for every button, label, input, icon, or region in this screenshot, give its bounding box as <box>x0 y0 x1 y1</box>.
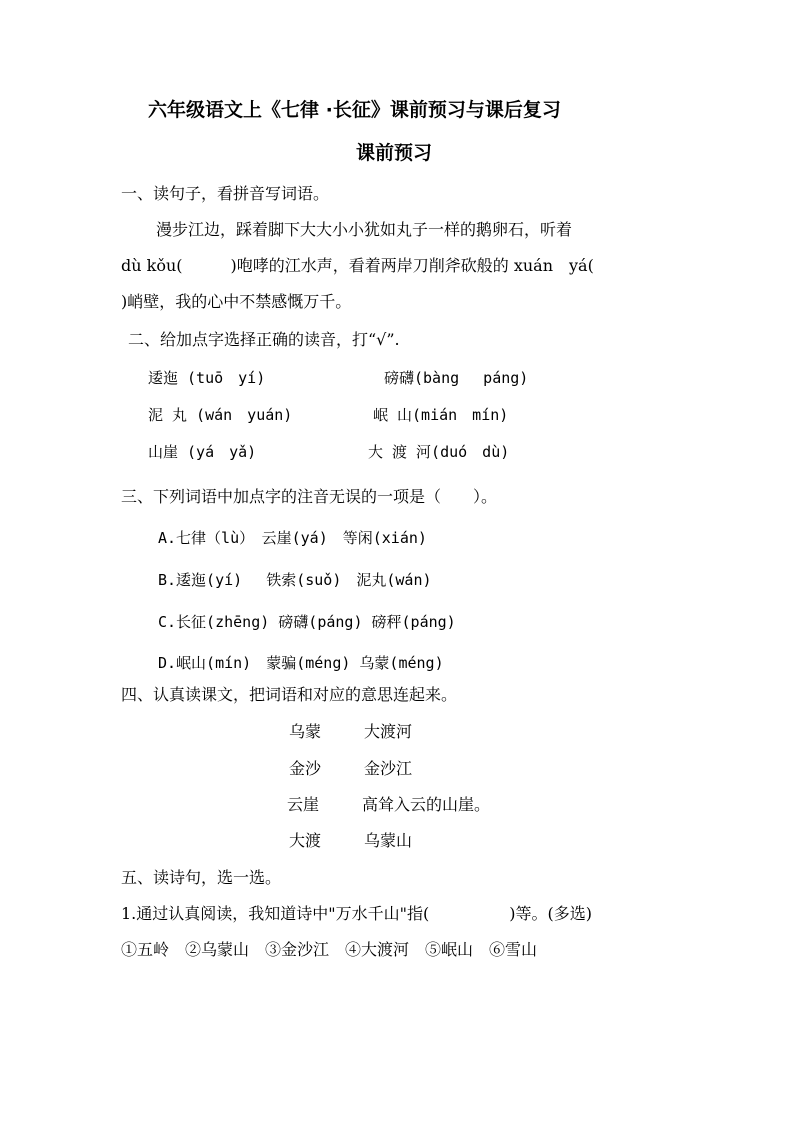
q1-sentence-line-3: )峭壁，我的心中不禁感慨万千。 <box>121 292 352 311</box>
q4-right-meaning: 乌蒙山 <box>364 831 413 850</box>
q4-left-word: 云崖 <box>287 795 320 814</box>
q4-right-meaning: 大渡河 <box>364 722 413 741</box>
page-title: 六年级语文上《七律 ·长征》课前预习与课后复习 <box>148 99 561 121</box>
q1-sentence-line-2: dù kǒu( )咆哮的江水声，看着两岸刀削斧砍般的 xuán yá( <box>121 256 594 275</box>
q3-option-b: B.逶迤(yí) 铁索(suǒ) 泥丸(wán) <box>158 571 432 589</box>
q4-heading: 四、认真读课文，把词语和对应的意思连起来。 <box>121 685 458 704</box>
q1-sentence-line-1: 漫步江边，踩着脚下大大小小犹如丸子一样的鹅卵石，听着 <box>156 220 573 239</box>
q1-heading: 一、读句子，看拼音写词语。 <box>121 184 330 203</box>
q5-heading: 五、读诗句，选一选。 <box>121 868 282 887</box>
q4-left-word: 乌蒙 <box>289 722 322 741</box>
q5-item-1: 1.通过认真阅读，我知道诗中"万水千山"指( )等。(多选) <box>121 904 592 923</box>
q2-item-1: 逶迤 (tuō yí) <box>148 369 266 387</box>
q4-right-meaning: 高耸入云的山崖。 <box>362 795 491 814</box>
q4-left-word: 金沙 <box>289 759 322 778</box>
q3-option-c: C.长征(zhēng) 磅礴(páng) 磅秤(páng) <box>158 613 456 631</box>
q2-item-3: 泥 丸 (wán yuán) <box>148 406 293 424</box>
q2-item-4: 岷 山(mián mín) <box>373 406 509 424</box>
q2-item-5: 山崖 (yá yǎ) <box>148 443 257 461</box>
q5-options: ①五岭 ②乌蒙山 ③金沙江 ④大渡河 ⑤岷山 ⑥雪山 <box>121 940 538 959</box>
q2-item-2: 磅礴(bàng páng) <box>384 369 529 387</box>
q4-left-word: 大渡 <box>289 831 322 850</box>
q3-option-d: D.岷山(mín) 蒙骗(méng) 乌蒙(méng) <box>158 654 444 672</box>
q2-item-6: 大 渡 河(duó dù) <box>368 443 510 461</box>
q4-right-meaning: 金沙江 <box>364 759 413 778</box>
q3-heading: 三、下列词语中加点字的注音无误的一项是（ ）。 <box>121 487 498 506</box>
q2-heading: 二、给加点字选择正确的读音，打“√”. <box>128 330 400 349</box>
q3-option-a: A.七律（lù） 云崖(yá) 等闲(xián) <box>158 529 427 547</box>
section-title-preview: 课前预习 <box>356 142 433 164</box>
